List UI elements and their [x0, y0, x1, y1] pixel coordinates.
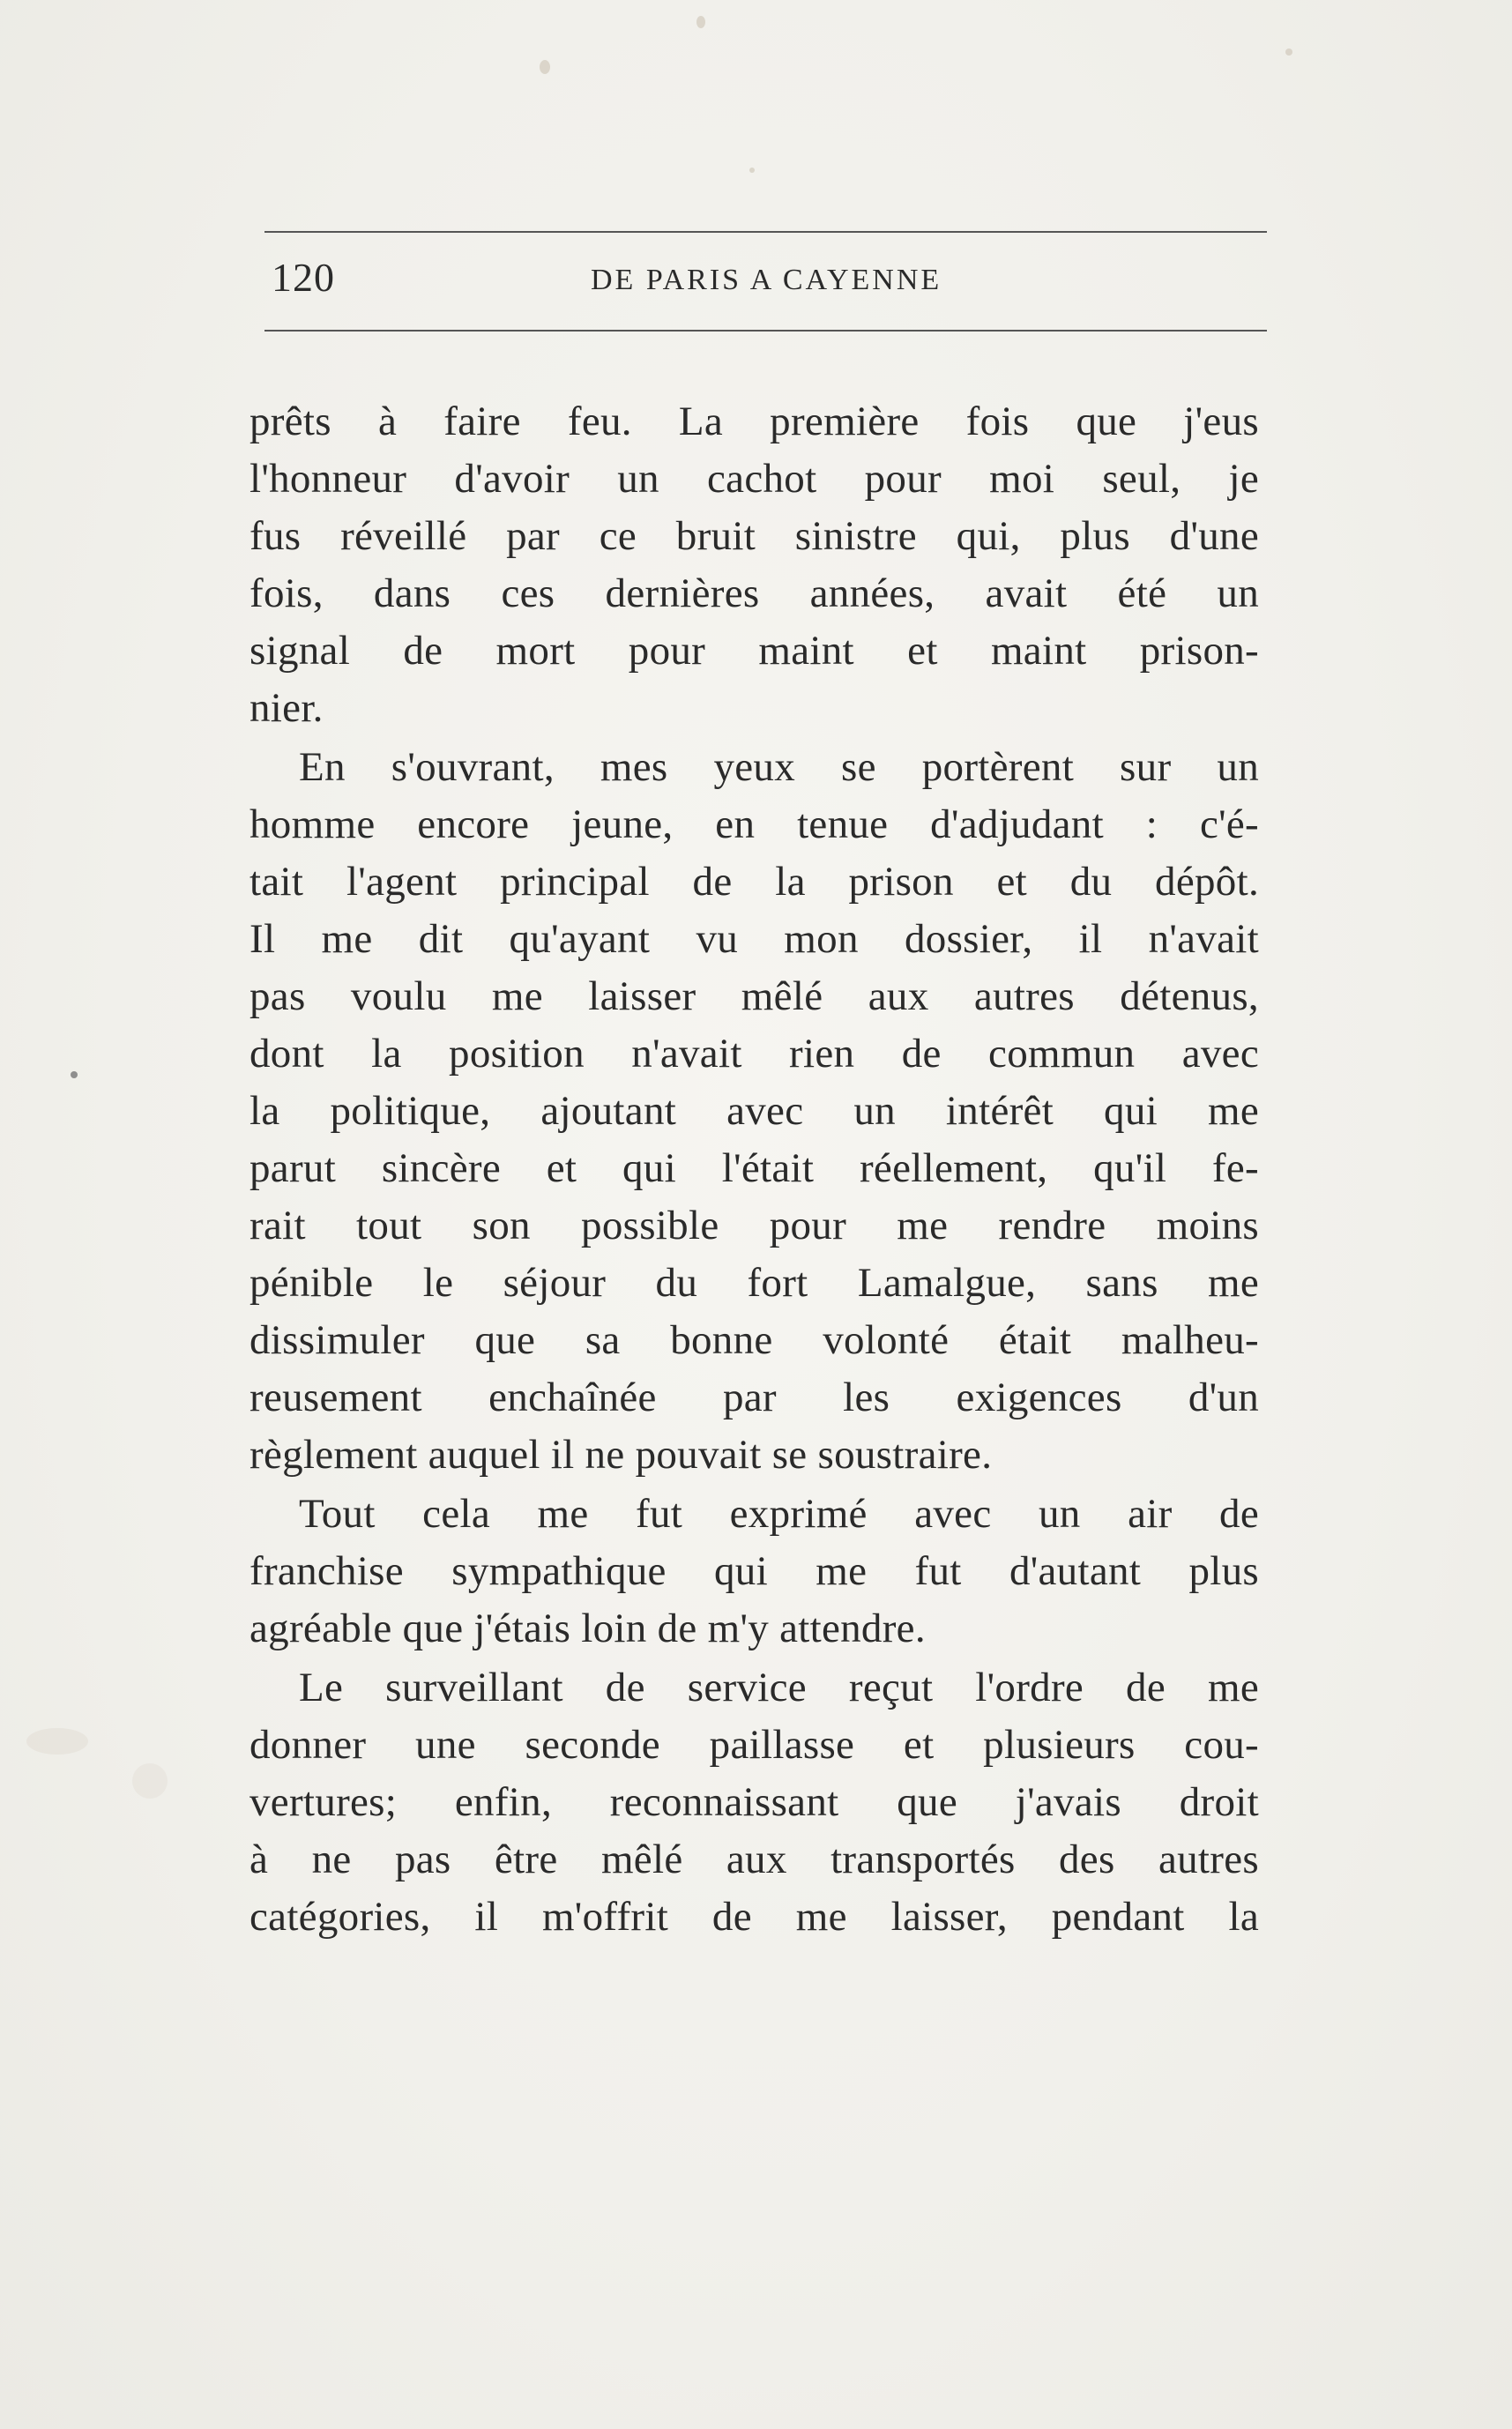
text-line: rait tout son possible pour me rendre moins — [250, 1203, 1259, 1248]
text-line: homme encore jeune, en tenue d'adjudant : c'é- — [250, 801, 1259, 847]
text-line: nier. — [250, 685, 324, 731]
text-line: pénible le séjour du fort Lamalgue, sans me — [250, 1260, 1259, 1306]
text-line: fus réveillé par ce bruit sinistre qui, plus d'une — [250, 513, 1259, 559]
paper-speck — [696, 16, 705, 28]
text-line: la politique, ajoutant avec un intérêt qui me — [250, 1088, 1259, 1134]
text-line: dont la position n'avait rien de commun avec — [250, 1031, 1259, 1077]
paper-speck — [1285, 48, 1292, 56]
text-line: l'honneur d'avoir un cachot pour moi seul, je — [250, 456, 1259, 502]
text-line: catégories, il m'offrit de me laisser, pendant la — [250, 1894, 1259, 1940]
text-line: parut sincère et qui l'était réellement, qu'il fe- — [250, 1145, 1259, 1191]
running-header — [264, 251, 1267, 313]
paragraph-first-line: Tout cela me fut exprimé avec un air de — [299, 1491, 1259, 1537]
text-line: règlement auquel il ne pouvait se soustraire. — [250, 1432, 993, 1478]
paper-speck — [26, 1728, 88, 1755]
paragraph-first-line: Le surveillant de service reçut l'ordre de me — [299, 1665, 1259, 1710]
text-line: donner une seconde paillasse et plusieurs cou- — [250, 1722, 1259, 1768]
page-number: 120 — [272, 255, 335, 300]
text-line: fois, dans ces dernières années, avait été un — [250, 570, 1259, 616]
running-title: DE PARIS A CAYENNE — [591, 264, 942, 296]
text-line: à ne pas être mêlé aux transportés des autres — [250, 1837, 1259, 1882]
text-line: dissimuler que sa bonne volonté était malheu- — [250, 1317, 1259, 1363]
text-line: vertures; enfin, reconnaissant que j'avais droit — [250, 1779, 1259, 1825]
text-line: reusement enchaînée par les exigences d'un — [250, 1375, 1259, 1420]
text-line: tait l'agent principal de la prison et du dépôt. — [250, 859, 1259, 905]
header-top-rule — [264, 231, 1267, 233]
text-line: agréable que j'étais loin de m'y attendre. — [250, 1606, 926, 1651]
text-line: pas voulu me laisser mêlé aux autres détenus, — [250, 973, 1259, 1019]
text-line: Il me dit qu'ayant vu mon dossier, il n'avait — [250, 916, 1259, 962]
paper-speck — [71, 1071, 78, 1078]
body-text — [250, 393, 1259, 1946]
paper-speck — [749, 168, 755, 173]
text-line: signal de mort pour maint et maint prison- — [250, 628, 1259, 674]
paragraph-first-line: En s'ouvrant, mes yeux se portèrent sur un — [299, 744, 1259, 790]
text-line: prêts à faire feu. La première fois que j'eus — [250, 399, 1259, 444]
text-line: franchise sympathique qui me fut d'autant plus — [250, 1548, 1259, 1594]
paper-speck — [132, 1763, 168, 1799]
header-bottom-rule — [264, 330, 1267, 332]
paper-speck — [540, 60, 550, 74]
